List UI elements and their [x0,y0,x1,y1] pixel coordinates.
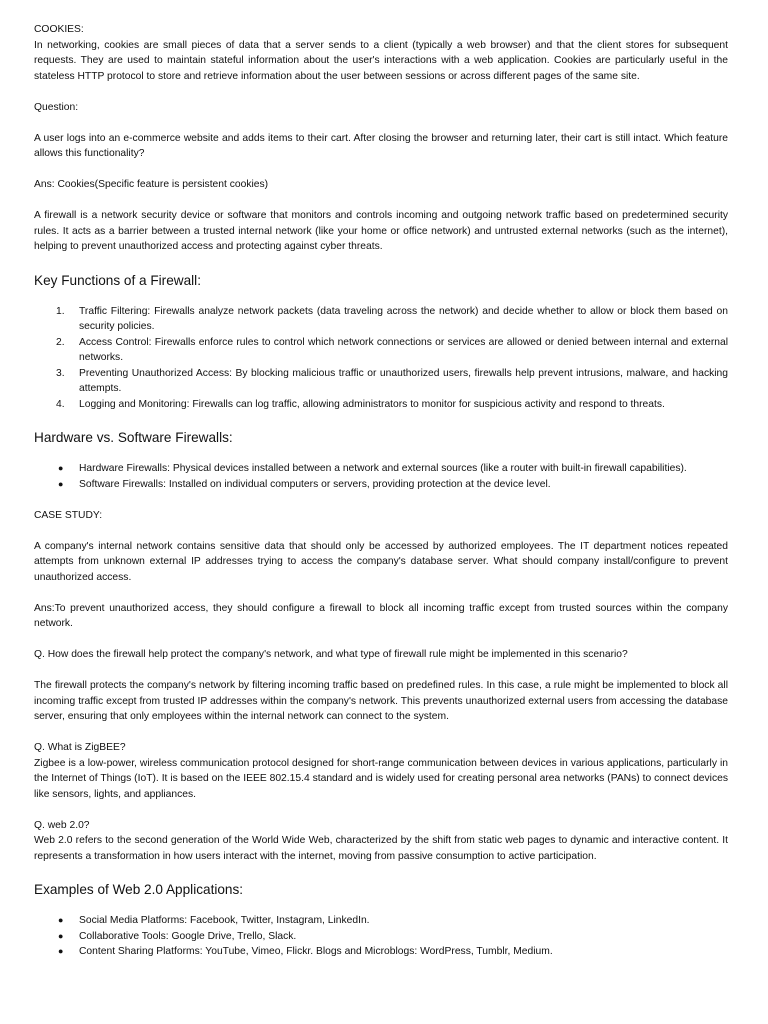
cookies-question: A user logs into an e-commerce website and adds items to their cart. After closing the browser and returning later, their cart is still intact. Which feature allows this functionality? [34,132,728,159]
list-marker: 3. [56,367,65,379]
list-item [34,304,728,335]
functions-list [34,304,728,413]
list-item [34,335,728,366]
cookies-answer: Ans: Cookies(Specific feature is persistent cookies) [34,179,269,190]
functions-heading: Key Functions of a Firewall: [34,272,201,288]
case-study-question: Q. How does the firewall help protect the company's network, and what type of firewall rule might be implemented in this scenario? [34,649,628,660]
cookies-heading: COOKIES: [34,24,84,35]
list-item [34,944,728,960]
bullet-icon: ● [58,915,64,925]
list-item [34,913,728,929]
case-study-heading: CASE STUDY: [34,509,103,521]
web20-question: Q. web 2.0? [34,819,90,831]
examples-list [34,913,728,960]
list-item-text: Social Media Platforms: Facebook, Twitter, Instagram, LinkedIn. [79,915,370,926]
question-label: Question: [34,101,79,113]
bullet-icon: ● [58,478,64,489]
list-item-text: Hardware Firewalls: Physical devices installed between a network and external sources (like a router with built-in firewall capabilities). [79,463,687,474]
zigbee-answer: Zigbee is a low-power, wireless communication protocol designed for short-range communication between devices in various applications, particularly in the Internet of Things (IoT). It is based on the IEEE 802.15.4 standard and is widely used for creating personal area networks (PANs) to connect devices like sensors, lights, and appliances. [34,757,728,800]
list-item-text: Logging and Monitoring: Firewalls can log traffic, allowing administrators to monitor for suspicious activity and respond to threats. [79,398,665,410]
list-marker: 1. [56,305,65,317]
bullet-icon: ● [58,463,64,473]
case-study-explanation: The firewall protects the company's network by filtering incoming traffic based on predefined rules. In this case, a rule might be implemented to block all incoming traffic except from trusted IP addresses within the company's network. This prevents unauthorized external users from accessing the database server, ensuring that only employees within the internal network can connect to the system. [34,680,728,722]
bullet-icon: ● [58,946,64,956]
list-item [34,461,728,477]
types-heading: Hardware vs. Software Firewalls: [34,430,233,445]
list-item [34,477,728,493]
list-item-text: Preventing Unauthorized Access: By blocking malicious traffic or unauthorized users, firewalls help prevent intrusions, malware, and hacking attempts. [79,367,728,394]
list-item-text: Software Firewalls: Installed on individual computers or servers, providing protection at the device level. [79,478,551,490]
web20-answer: Web 2.0 refers to the second generation of the World Wide Web, characterized by the shift from static web pages to dynamic and interactive content. It represents a transformation in how users interact with the internet, moving from passive consumption to active participation. [34,835,728,862]
list-item-text: Access Control: Firewalls enforce rules to control which network connections or services are allowed or denied between internal and external networks. [79,336,728,363]
list-item-text: Collaborative Tools: Google Drive, Trello, Slack. [79,930,297,942]
bullet-icon: ● [58,930,64,941]
document-page [34,22,728,960]
case-study-scenario: A company's internal network contains sensitive data that should only be accessed by authorized employees. The IT department notices repeated attempts from unknown external IP addresses trying to access the company's database server. What should company install/configure to prevent unauthorized access. [34,540,728,583]
list-item-text: Traffic Filtering: Firewalls analyze network packets (data traveling across the network) and decide whether to allow or block them based on security policies. [79,305,728,332]
list-item [34,929,728,945]
list-marker: 4. [56,398,65,410]
list-item [34,397,728,413]
types-list [34,461,728,492]
list-marker: 2. [56,336,65,348]
cookies-body: In networking, cookies are small pieces of data that a server sends to a client (typically a web browser) and that the client stores for subsequent requests. They are used to maintain stateful information about the user's interactions with a web application. Cookies are particularly useful in the stateless HTTP protocol to store and retrieve information about the user between sessions or across different pages of the same site. [34,39,728,82]
case-study-answer: Ans:To prevent unauthorized access, they should configure a firewall to block all incoming traffic except from trusted sources within the company network. [34,602,728,629]
firewall-intro: A firewall is a network security device or software that monitors and controls incoming and outgoing network traffic based on predetermined security rules. It acts as a barrier between a trusted internal network (like your home or office network) and untrusted external networks (such as the internet), helping to prevent unauthorized access and protecting against cyber threats. [34,210,728,252]
zigbee-question: Q. What is ZigBEE? [34,742,126,753]
examples-heading: Examples of Web 2.0 Applications: [34,882,244,897]
list-item [34,366,728,397]
list-item-text: Content Sharing Platforms: YouTube, Vimeo, Flickr. Blogs and Microblogs: WordPress, Tumblr, Medium. [79,946,553,957]
